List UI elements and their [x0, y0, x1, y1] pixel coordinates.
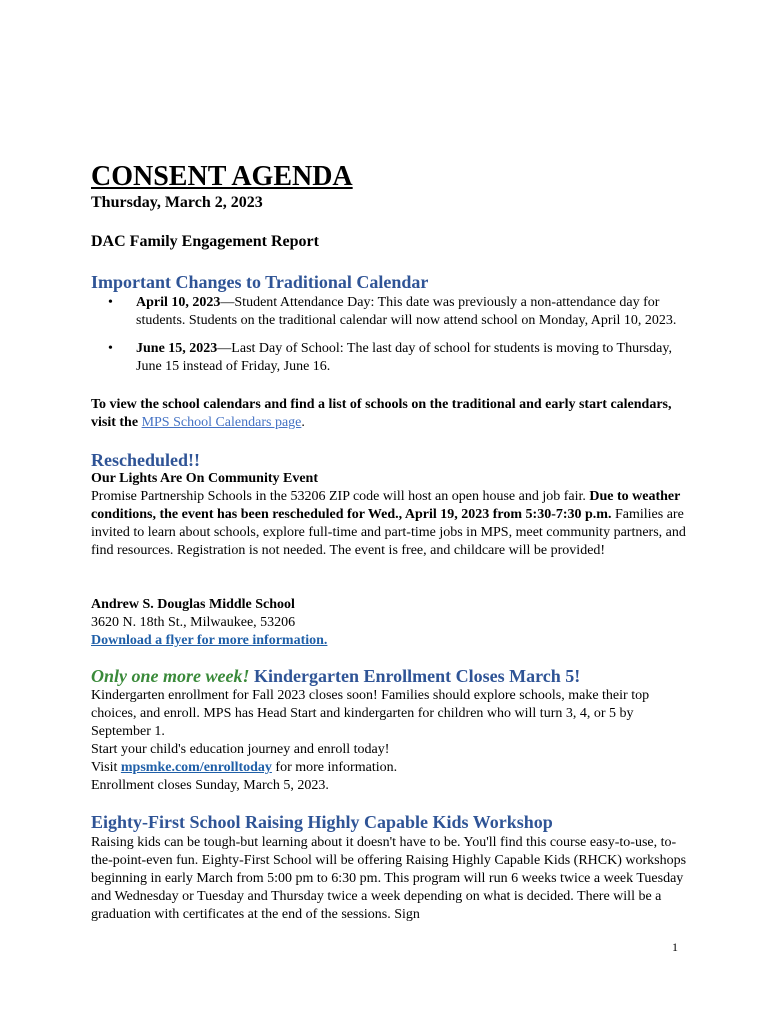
workshop-paragraph: Raising kids can be tough-but learning about it doesn't have to be. You'll find this course easy-to-use, to-the-point-even fun. Eighty-First School will be offering Raising Highly Capable Kids (RHCK) workshops beginning in early March from 5:00 pm to 6:30 pm. This program will run 6 weeks twice a week Tuesday and Wednesday or Tuesday and Thursday twice a week depending on what is decided. There will be a graduation with certificates at the end of the sessions. Sign — [91, 835, 687, 922]
enrollment-close-date: Enrollment closes Sunday, March 5, 2023. — [91, 778, 329, 793]
kindergarten-visit-line: Visit mpsmke.com/enrolltoday for more information. — [91, 760, 398, 775]
flyer-line — [91, 632, 691, 650]
kindergarten-paragraph: Kindergarten enrollment for Fall 2023 closes soon! Families should explore schools, make their top choices, and enroll. MPS has Head Start and kindergarten for children who will turn 3, 4, or 5 by September 1. — [91, 688, 650, 739]
rescheduled-heading: Rescheduled!! — [91, 450, 200, 470]
report-heading: DAC Family Engagement Report — [91, 233, 319, 250]
page-number: 1 — [672, 940, 678, 954]
calendar-bullet-2: • June 15, 2023—Last Day of School: The last day of school for students is moving to Thursday, June 15 instead of Friday, June 16. — [108, 341, 672, 374]
school-name: Andrew S. Douglas Middle School — [91, 597, 295, 612]
bullet-dot-icon: • — [108, 295, 113, 310]
school-address: 3620 N. 18th St., Milwaukee, 53206 — [91, 615, 296, 630]
flyer-link[interactable]: Download a flyer for more information. — [91, 633, 328, 648]
event-title: Our Lights Are On Community Event — [91, 471, 319, 486]
calendar-bullet-1: • April 10, 2023—Student Attendance Day: This date was previously a non-attendance day for students. Students on the traditional calendar will now attend school on Monday, April 10, 2023. — [108, 295, 677, 328]
calendar-heading: Important Changes to Traditional Calendar — [91, 272, 429, 292]
enroll-link[interactable]: mpsmke.com/enrolltoday — [120, 760, 272, 775]
workshop-heading: Eighty-First School Raising Highly Capable Kids Workshop — [91, 812, 553, 832]
kindergarten-heading: Only one more week! Kindergarten Enrollment Closes March 5! — [91, 666, 581, 686]
event-description: Promise Partnership Schools in the 53206 ZIP code will host an open house and job fair. Due to weather conditions, the event has been rescheduled for Wed., April 19, 2023 from 5:30-7:30 p.m. Families are invited to learn about schools, explore full-time and part-time jobs in MPS, meet community partners, and find resources. Registration is not needed. The event is free, and childcare will be provided! — [91, 489, 686, 558]
calendar-bullets — [108, 294, 688, 376]
kindergarten-heading-emphasis: Only one more week! — [91, 666, 250, 686]
calendar-view-note: To view the school calendars and find a list of schools on the traditional and early start calendars, visit the MPS School Calendars page. — [91, 397, 672, 430]
school-calendars-link[interactable]: MPS School Calendars page — [141, 415, 302, 430]
page-title: CONSENT AGENDA — [91, 161, 353, 192]
bullet-dot-icon: • — [108, 341, 113, 356]
meeting-date: Thursday, March 2, 2023 — [91, 194, 263, 211]
kindergarten-cta: Start your child's education journey and enroll today! — [91, 742, 390, 757]
